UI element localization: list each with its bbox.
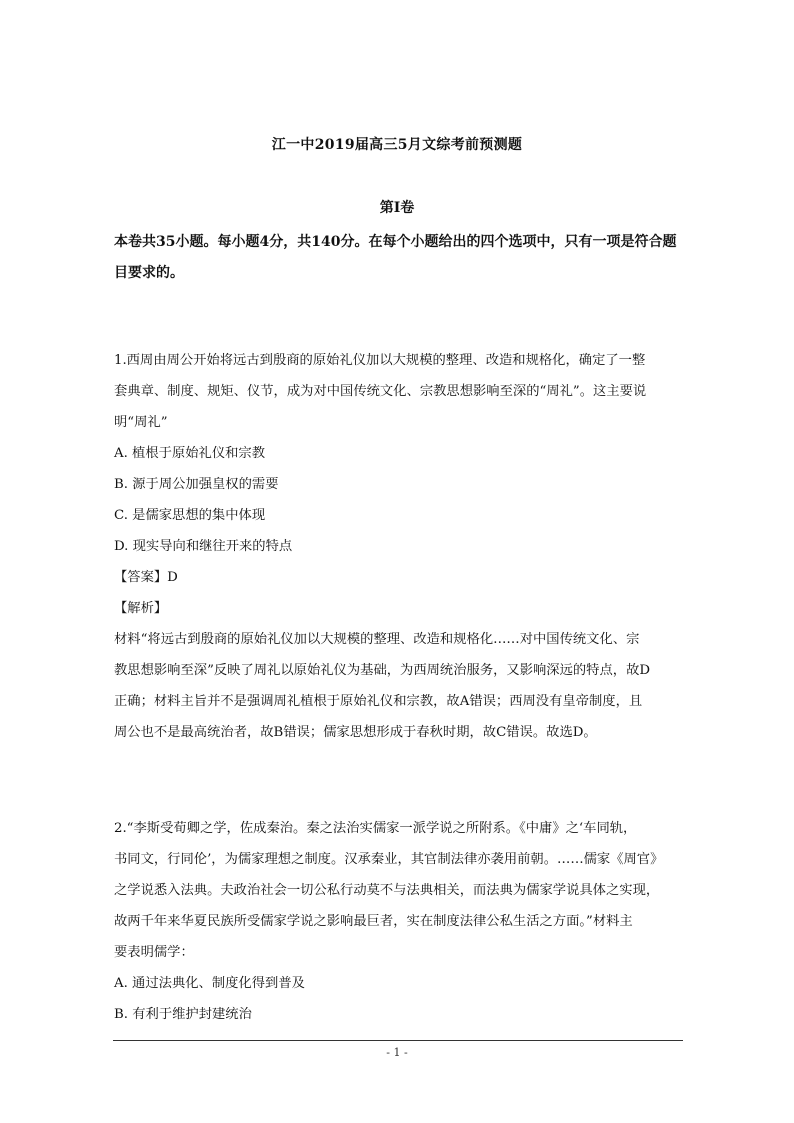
analysis-line: 正确；材料主旨并不是强调周礼植根于原始礼仪和宗教，故A错误；西周没有皇帝制度，且	[114, 694, 643, 709]
question-2	[114, 813, 684, 1030]
instructions-line: 本卷共35小题。每小题4分，共140分。在每个小题给出的四个选项中，只有一项是符合题	[114, 234, 677, 250]
question-stem-line: 套典章、制度、规矩、仪节，成为对中国传统文化、宗教思想影响至深的“周礼”。这主要说	[114, 384, 647, 399]
question-1	[114, 345, 684, 748]
analysis-label: 【解析】	[114, 601, 168, 616]
question-stem-line: 明“周礼”	[114, 415, 168, 430]
option-c: C. 是儒家思想的集中体现	[114, 508, 266, 523]
document-title: 江一中2019届高三5月文综考前预测题	[271, 137, 523, 153]
option-a: A. 植根于原始礼仪和宗教	[114, 446, 266, 461]
question-stem-line: 之学说悉入法典。夫政治社会一切公私行动莫不与法典相关，而法典为儒家学说具体之实现，	[114, 883, 660, 898]
footer-divider	[113, 1040, 683, 1041]
question-stem-line: 2.“李斯受荀卿之学，佐成秦治。秦之法治实儒家一派学说之所附系。《中庸》之‘车同轨，	[114, 821, 637, 836]
answer-line: 【答案】D	[114, 570, 178, 585]
question-stem-line: 要表明儒学：	[114, 945, 194, 960]
question-stem-line: 故两千年来华夏民族所受儒家学说之影响最巨者，实在制度法律公私生活之方面。”材料主	[114, 914, 633, 929]
section-title: 第Ⅰ卷	[379, 200, 415, 216]
option-d: D. 现实导向和继往开来的特点	[114, 539, 293, 554]
page-number: - 1 -	[386, 1046, 408, 1059]
analysis-line: 周公也不是最高统治者，故B错误；儒家思想形成于春秋时期，故C错误。故选D。	[114, 725, 597, 740]
exam-instructions	[114, 227, 682, 289]
analysis-line: 材料“将远古到殷商的原始礼仪加以大规模的整理、改造和规格化……对中国传统文化、宗	[114, 632, 640, 647]
option-b: B. 源于周公加强皇权的需要	[114, 477, 279, 492]
option-a: A. 通过法典化、制度化得到普及	[114, 976, 305, 991]
option-b: B. 有利于维护封建统治	[114, 1007, 252, 1022]
question-stem-line: 书同文，行同伦’，为儒家理想之制度。汉承秦业，其官制法律亦袭用前朝。……儒家《周官》	[114, 852, 664, 867]
instructions-line: 目要求的。	[114, 265, 184, 281]
analysis-line: 教思想影响至深”反映了周礼以原始礼仪为基础，为西周统治服务，又影响深远的特点，故D	[114, 663, 651, 678]
question-stem-line: 1.西周由周公开始将远古到殷商的原始礼仪加以大规模的整理、改造和规格化，确定了一整	[114, 353, 646, 368]
